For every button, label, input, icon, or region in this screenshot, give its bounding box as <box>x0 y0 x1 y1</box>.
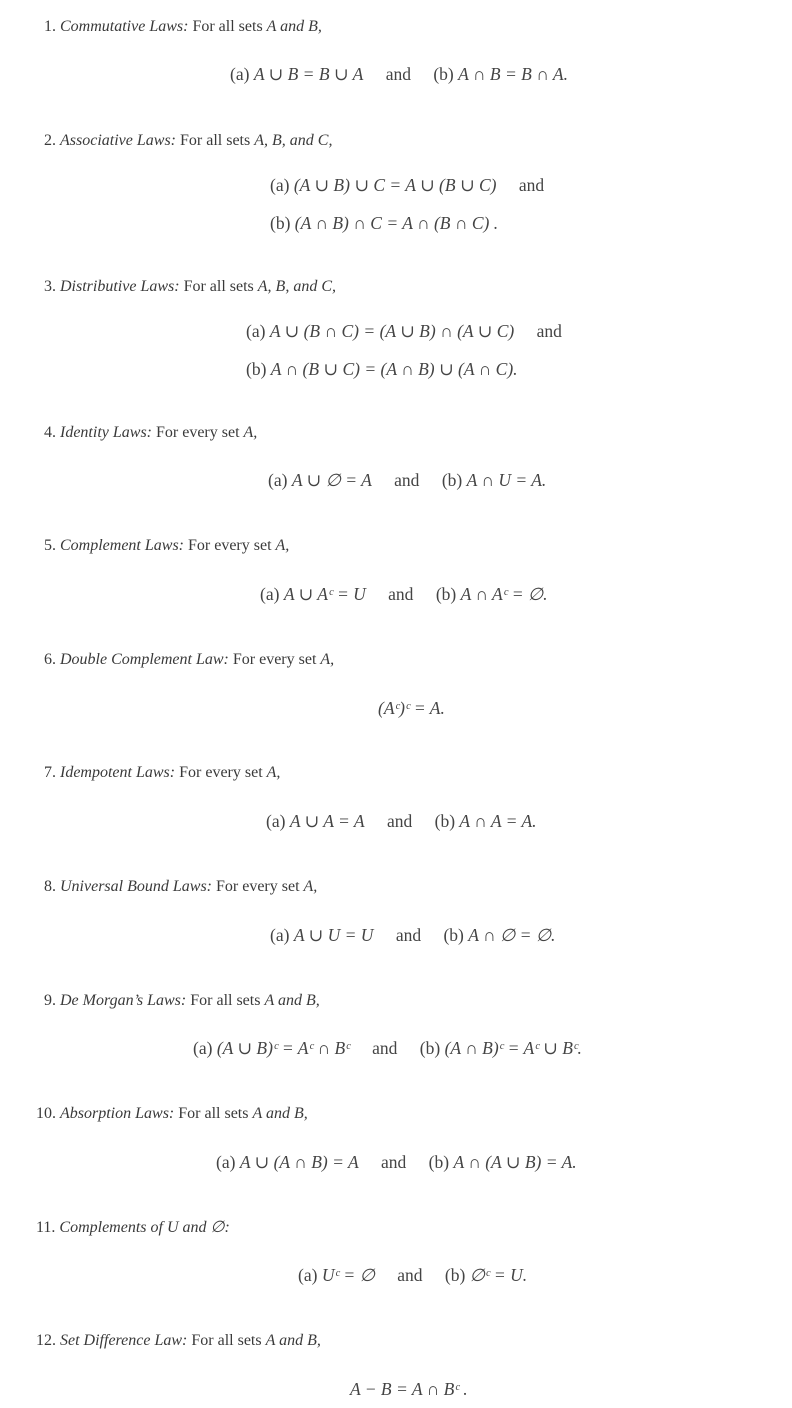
law-10-heading <box>36 1104 308 1124</box>
law-number: 5. <box>44 537 56 554</box>
law-vars: A, <box>266 764 281 781</box>
law-number: 12. <box>36 1332 56 1349</box>
label-a: (a) <box>230 64 250 84</box>
law-name: Identity Laws: <box>60 424 152 441</box>
law-name: Associative Laws: <box>60 132 176 149</box>
law-vars: A, B, and C, <box>257 278 336 295</box>
law-vars: A and B, <box>265 1332 321 1349</box>
equation-b: A ∩ (B ∪ C) = (A ∩ B) ∪ (A ∩ C). <box>270 359 518 379</box>
law-2-heading <box>44 131 332 151</box>
law-quantifier: For every set <box>179 764 263 781</box>
law-2-equation-b <box>270 212 498 234</box>
law-number: 10. <box>36 1105 56 1122</box>
label-b: (b) <box>434 811 456 831</box>
and-connector: and <box>394 470 420 490</box>
law-quantifier: For all sets <box>190 992 261 1009</box>
equation-b: A ∩ U = A. <box>466 470 547 490</box>
law-3-equation-a <box>246 320 580 342</box>
law-7-heading <box>44 763 280 783</box>
law-number: 9. <box>44 992 56 1009</box>
and-connector: and <box>386 811 413 831</box>
law-quantifier: For every set <box>188 537 272 554</box>
law-9-equations <box>193 1037 582 1059</box>
law-4-heading <box>44 423 257 443</box>
label-a: (a) <box>193 1038 213 1058</box>
equation-a: A ∪ B = B ∪ A <box>253 64 364 84</box>
label-b: (b) <box>270 213 291 233</box>
equation-b: A ∩ A = A. <box>459 811 537 831</box>
equation-a: Uᶜ = ∅ <box>321 1265 375 1285</box>
label-a: (a) <box>268 470 288 490</box>
equation-a: A ∪ U = U <box>293 925 374 945</box>
law-vars: A and B, <box>264 992 320 1009</box>
equation-a: A ∪ Aᶜ = U <box>283 584 366 604</box>
law-quantifier: For all sets <box>180 132 251 149</box>
law-name: Commutative Laws: <box>60 18 189 35</box>
equation-b: ∅ᶜ = U. <box>469 1265 528 1285</box>
and-connector: and <box>395 925 422 945</box>
and-connector: and <box>381 1152 407 1172</box>
label-b: (b) <box>444 1265 466 1285</box>
and-connector: and <box>397 1265 423 1285</box>
and-connector: and <box>536 321 562 341</box>
law-vars: A, <box>303 878 318 895</box>
law-number: 4. <box>44 424 56 441</box>
law-name: Idempotent Laws: <box>60 764 176 781</box>
equation-b: A ∩ B = B ∩ A. <box>458 64 568 84</box>
law-9-heading <box>44 991 320 1011</box>
equation-a: A ∪ (B ∩ C) = (A ∪ B) ∩ (A ∪ C) <box>269 321 515 341</box>
law-vars: A and B, <box>252 1105 308 1122</box>
law-12-equation <box>350 1378 468 1400</box>
law-5-heading <box>44 536 289 556</box>
law-name: Complements of U and ∅: <box>59 1219 230 1236</box>
label-b: (b) <box>443 925 464 945</box>
law-name: Double Complement Law: <box>60 651 229 668</box>
law-3-heading <box>44 277 336 297</box>
law-number: 8. <box>44 878 56 895</box>
and-connector: and <box>372 1038 398 1058</box>
law-quantifier: For every set <box>156 424 240 441</box>
law-number: 3. <box>44 278 56 295</box>
law-number: 1. <box>44 18 56 35</box>
law-vars: A, <box>243 424 258 441</box>
law-6-heading <box>44 650 334 670</box>
law-5-equations <box>260 583 548 605</box>
equation-a: (A ∪ B) ∪ C = A ∪ (B ∪ C) <box>293 175 497 195</box>
equation-b: (A ∩ B)ᶜ = Aᶜ ∪ Bᶜ. <box>444 1038 582 1058</box>
law-quantifier: For all sets <box>192 18 263 35</box>
law-vars: A and B, <box>266 18 322 35</box>
label-a: (a) <box>246 321 266 341</box>
equation-b: A ∩ Aᶜ = ∅. <box>460 584 548 604</box>
label-a: (a) <box>266 811 286 831</box>
law-4-equations <box>268 469 546 491</box>
equation-a: A ∪ ∅ = A <box>291 470 372 490</box>
equation-b: (A ∩ B) ∩ C = A ∩ (B ∩ C) . <box>294 213 499 233</box>
law-8-heading <box>44 877 317 897</box>
law-name: Absorption Laws: <box>60 1105 175 1122</box>
label-b: (b) <box>246 359 267 379</box>
law-quantifier: For all sets <box>183 278 254 295</box>
law-name: Universal Bound Laws: <box>60 878 212 895</box>
law-7-equations <box>266 810 537 832</box>
law-12-heading <box>36 1331 321 1351</box>
and-connector: and <box>518 175 545 195</box>
law-2-equation-a <box>270 174 562 196</box>
label-a: (a) <box>260 584 280 604</box>
law-3-equation-b <box>246 358 518 380</box>
label-b: (b) <box>441 470 463 490</box>
equation-b: A ∩ ∅ = ∅. <box>468 925 556 945</box>
law-vars: A, <box>275 537 290 554</box>
law-name: Distributive Laws: <box>60 278 180 295</box>
equation: (Aᶜ)ᶜ = A. <box>378 698 445 718</box>
and-connector: and <box>388 584 414 604</box>
label-a: (a) <box>216 1152 236 1172</box>
law-name: Set Difference Law: <box>60 1332 188 1349</box>
law-number: 6. <box>44 651 56 668</box>
law-number: 7. <box>44 764 56 781</box>
law-1-heading <box>44 17 322 37</box>
law-vars: A, B, and C, <box>254 132 333 149</box>
law-quantifier: For all sets <box>178 1105 249 1122</box>
law-quantifier: For every set <box>216 878 300 895</box>
law-number: 11. <box>36 1219 56 1236</box>
label-b: (b) <box>419 1038 441 1058</box>
law-quantifier: For every set <box>232 651 317 668</box>
label-a: (a) <box>298 1265 318 1285</box>
equation-a: A ∪ (A ∩ B) = A <box>239 1152 359 1172</box>
label-b: (b) <box>428 1152 450 1172</box>
law-1-equations <box>230 63 568 85</box>
law-11-heading <box>36 1218 230 1238</box>
equation-a: (A ∪ B)ᶜ = Aᶜ ∩ Bᶜ <box>216 1038 350 1058</box>
equation: A − B = A ∩ Bᶜ . <box>350 1379 468 1399</box>
law-6-equation <box>378 697 445 719</box>
law-10-equations <box>216 1151 577 1173</box>
label-b: (b) <box>433 64 454 84</box>
equation-b: A ∩ (A ∪ B) = A. <box>453 1152 577 1172</box>
law-8-equations <box>270 924 555 946</box>
law-name: De Morgan’s Laws: <box>60 992 187 1009</box>
law-11-equations <box>298 1264 527 1286</box>
law-number: 2. <box>44 132 56 149</box>
law-name: Complement Laws: <box>60 537 184 554</box>
law-vars: A, <box>320 651 335 668</box>
equation-a: A ∪ A = A <box>289 811 365 831</box>
label-a: (a) <box>270 175 290 195</box>
law-quantifier: For all sets <box>191 1332 262 1349</box>
label-b: (b) <box>435 584 457 604</box>
label-a: (a) <box>270 925 290 945</box>
and-connector: and <box>385 64 411 84</box>
